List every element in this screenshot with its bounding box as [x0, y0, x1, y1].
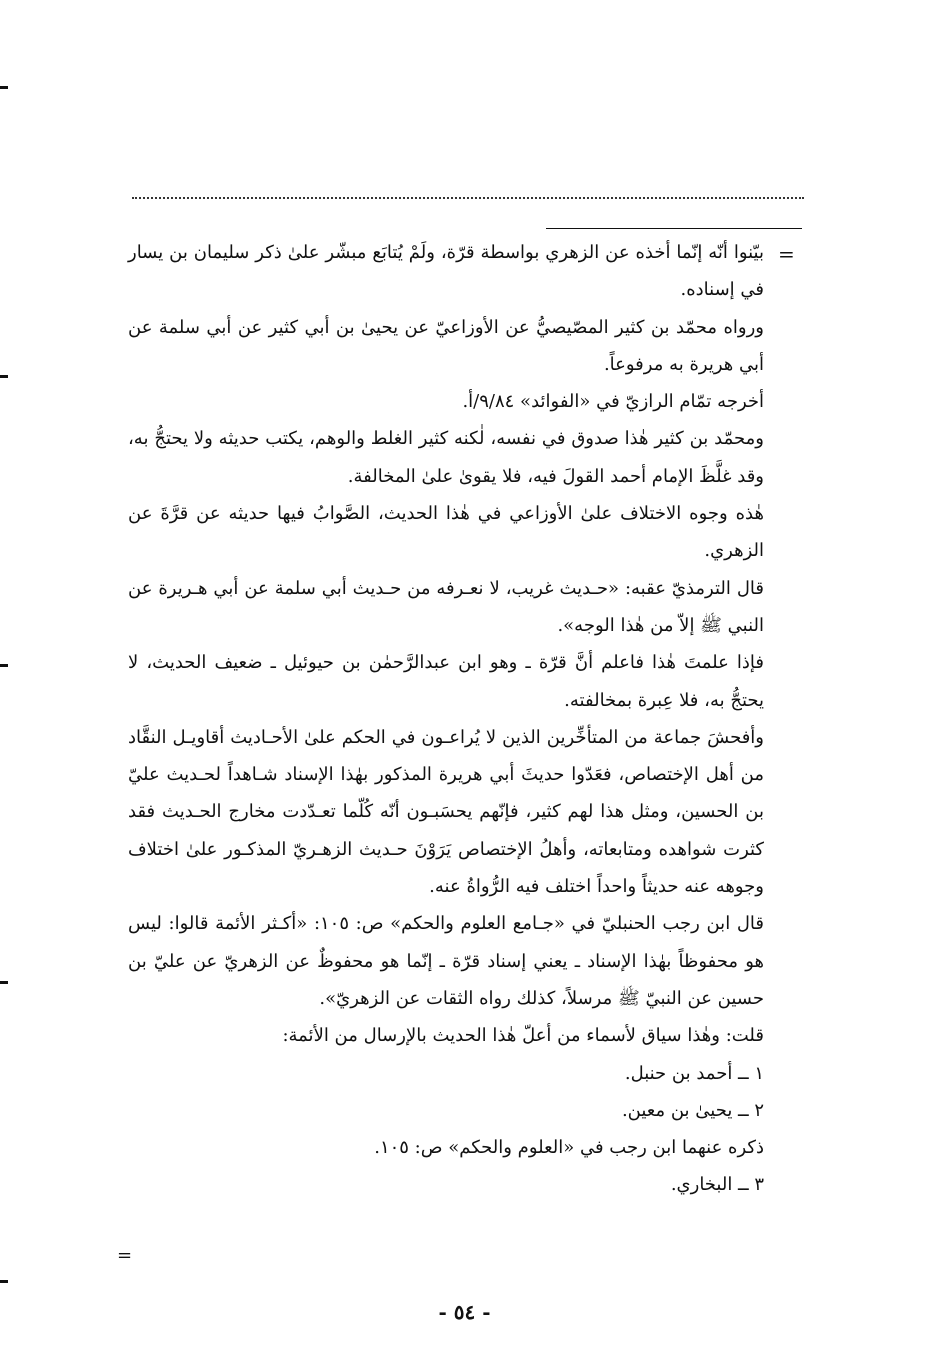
footnote-continuation-mark: = — [778, 242, 795, 266]
list-item: ١ ــ أحمد بن حنبل. — [624, 1062, 764, 1084]
dotted-separator — [132, 197, 804, 199]
footnote-paragraph: ومحمّد بن كثير هٰذا صدوق في نفسه، لٰكنه كثير الغلط والوهم، يكتب حديثه ولا يحتجُّ به، وقد غلَّظَ الإمام أحمد القولَ فيه، فلا يقوىٰ علىٰ المخالفة. — [128, 428, 764, 487]
footnote-paragraph: وأفحشَ جماعة من المتأخِّرين الذين لا يُراعـون في الحكم علىٰ الأحـاديث أقاويـل النقَّاد من أهل الإختصاص، فعَدّوا حديثَ أبي هريرة المذكور بهٰذا الإسناد شـاهداً لحـديث عليّ بن الحسين، ومثل هذا لهم كثير، فإنّهم يحسَبـون أنّه كُلّما تعـدّدت مخارج الحـديث فقد كثرت شواهده ومتابعاته، وأهلُ الإختصاص يَرَوْنَ حـديث الزهـريّ المذكـور علىٰ اختلاف وجوهه عنه حديثاً واحداً اختلف فيه الرُّواةُ عنه. — [128, 726, 764, 898]
edge-mark — [0, 375, 8, 378]
edge-mark — [0, 86, 8, 89]
list-item: ٢ ــ يحيىٰ بن معين. — [621, 1099, 764, 1121]
footnote-paragraph: بيّنوا أنّه إنّما أخذه عن الزهري بواسطة قرّة، ولَمْ يُتابَع مبشّر علىٰ ذكر سليمان بن يسار في إسناده. — [128, 242, 764, 301]
footnote-paragraph: قال الترمذيّ عقبه: «حـديث غريب، لا نعـرفه من حـديث أبي سلمة عن أبي هـريرة عن النبي ﷺ إلاّ من هٰذا الوجه». — [128, 577, 764, 636]
edge-mark — [0, 664, 8, 667]
footnote-paragraph: هٰذه وجوه الاختلاف علىٰ الأوزاعي في هٰذا الحديث، الصَّوابُ فيها حديثه عن قرَّةَ عن الزهري. — [128, 503, 764, 562]
edge-mark — [0, 1280, 8, 1283]
edge-mark — [0, 981, 8, 984]
footnote-paragraph: أخرجه تمّام الرازيّ في «الفوائد» ٩/٨٤/أ. — [462, 391, 764, 413]
footnote-paragraph: فإذا علمتَ هٰذا فاعلم أنَّ قرّة ـ وهو ابن عبدالرَّحمٰن بن حيوئيل ـ ضعيف الحديث، لا يحتجُّ به، فلا عِبرة بمخالفته. — [128, 652, 764, 711]
footnote-paragraph: قلت: وهٰذا سياق لأسماء من أعلّ هٰذا الحديث بالإرسال من الأئمة: — [282, 1025, 764, 1047]
continuation-mark-bottom: = — [117, 1245, 133, 1266]
list-item: ٣ ــ البخاري. — [670, 1174, 764, 1196]
footnote-paragraph: قال ابن رجب الحنبليّ في «جـامع العلوم والحكم» ص: ١٠٥: «أكـثر الأئمة قالوا: ليس هو محفوظاً بهٰذا الإسناد ـ يعني إسناد قرّة ـ إنّما هو محفوظٌ عن الزهريّ عن عليّ بن حسين عن النبيّ ﷺ مرسلاً، كذلك رواه الثقات عن الزهريّ». — [128, 913, 765, 1009]
page-number: - ٥٤ - — [438, 1300, 491, 1324]
footnote-separator-line — [546, 228, 802, 229]
footnote-paragraph: ورواه محمّد بن كثير المصّيصيُّ عن الأوزاعيّ عن يحيىٰ بن أبي كثير عن أبي سلمة عن أبي هريرة به مرفوعاً. — [128, 316, 765, 375]
footnote-paragraph: ذكره عنهما ابن رجب في «العلوم والحكم» ص: ١٠٥. — [374, 1137, 764, 1159]
footnote-text — [128, 234, 764, 1204]
